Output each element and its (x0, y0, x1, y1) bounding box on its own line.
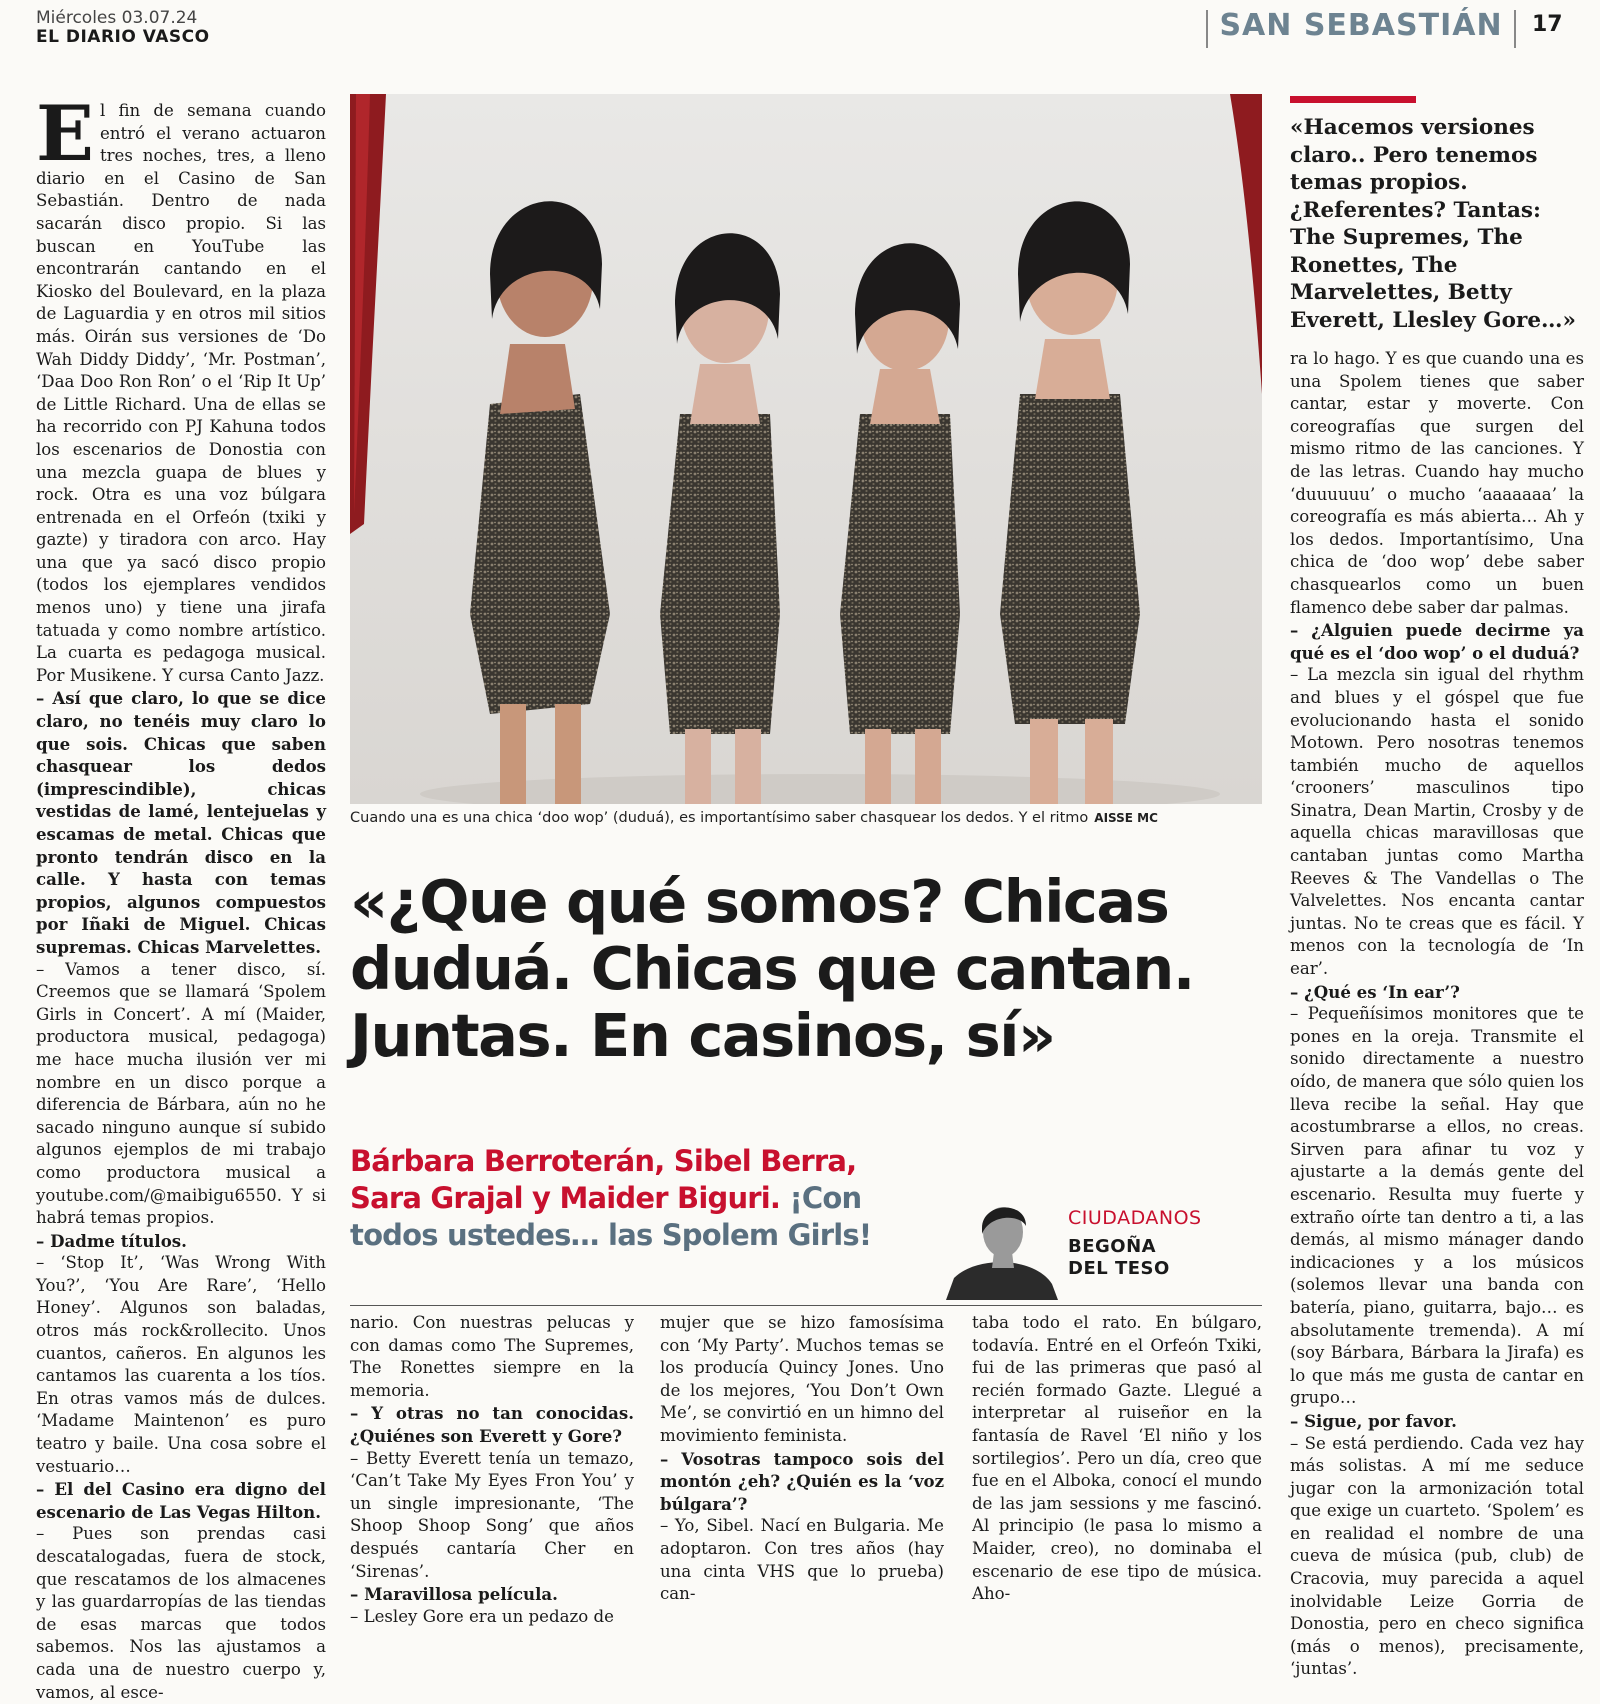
singer-2 (660, 233, 780, 804)
interview-answer: – Vamos a tener disco, sí. Creemos que se llamará ‘Spolem Girls in Concert’. A mí (Maider, productora musical, pedagoga) me hace mucha ilusión ver mi nombre en un disco porque a diferencia de Bárbara, aún no he sacado ninguno aunque sí subido algunos ejemplos de mi trabajo como productora musical a youtube.com/@maibigu6550. Y si habrá temas propios. (36, 959, 326, 1228)
newspaper-name: EL DIARIO VASCO (36, 27, 210, 47)
page-number: 17 (1532, 12, 1563, 37)
photo-illustration (350, 94, 1262, 804)
interview-question: – Maravillosa película. (350, 1584, 558, 1605)
issue-date: Miércoles 03.07.24 (36, 8, 198, 28)
section-divider (350, 1305, 1262, 1306)
interview-question: – Vosotras tampoco sois del montón ¿eh? ¿Quién es la ‘voz búlgara’? (660, 1448, 944, 1514)
subhead-tagline: ¡Con todos ustedes… las Spolem Girls! (350, 1181, 872, 1252)
photo-caption (350, 810, 1262, 826)
interview-question: – Dadme títulos. (36, 1230, 187, 1251)
singer-3 (840, 243, 960, 804)
interview-answer: taba todo el rato. En búlgaro, todavía. Entré en el Orfeón Txiki, fui de las primeras que pasó al recién formado Gazte. Llegué a interpretar al ruiseñor en la fantasía de Ravel ‘El niño y los sortilegios’. Pero un día, creo que fue en el Alboka, conocí el mundo de las jam sessions y me fascinó. Al principio (le pasa lo mismo a Maider, creo), no dominaba el escenario de ese tipo de música. Aho- (972, 1313, 1262, 1604)
interview-answer: nario. Con nuestras pelucas y con damas como The Supremes, The Ronettes siempre en la memoria. (350, 1313, 634, 1400)
subheadline (350, 1143, 890, 1254)
author-photo (946, 1188, 1058, 1300)
singer-4 (1000, 201, 1140, 804)
interview-question: – ¿Qué es ‘In ear’? (1290, 981, 1460, 1002)
section-title: SAN SEBASTIÁN (1219, 8, 1503, 43)
header-divider-right (1514, 10, 1516, 48)
header-divider (1206, 10, 1208, 48)
byline-section: CIUDADANOS (1068, 1207, 1202, 1229)
article-column-5 (1290, 348, 1584, 1681)
interview-question: – Sigue, por favor. (1290, 1410, 1457, 1431)
interview-answer: – Lesley Gore era un pedazo de (350, 1606, 614, 1626)
intro-paragraph: l fin de semana cuando entró el verano actuaron tres noches, tres, a lleno diario en el Casino de San Sebastián. Dentro de nada sacarán disco propio. Si las buscan en YouTube las encontrarán cantando en el Kiosko del Boulevard, en la plaza de Laguardia y en otros mil sitios más. Oirán sus versiones de ‘Do Wah Diddy Diddy’, ‘Mr. Postman’, ‘Daa Doo Ron Ron’ o el ‘Rip It Up’ de Little Richard. Una de ellas se ha recorrido con PJ Kahuna todos los escenarios de Donostia con una mezcla guapa de blues y rock. Otra es una voz búlgara entrenada en el Orfeón (txiki y gazte) y tiradora con arco. Hay una que ya sacó disco propio (todos los ejemplares vendidos menos uno) y tiene una jirafa tatuada y como nombre artístico. La cuarta es pedagoga musical. Por Musikene. Y cursa Canto Jazz. (36, 101, 326, 685)
interview-answer: – Betty Everett tenía un temazo, ‘Can’t Take My Eyes Fron You’ y un single impresionante, ‘The Shoop Shoop Song’ que años después cantaría Cher en ‘Sirenas’. (350, 1448, 634, 1581)
subhead-names: Bárbara Berroterán, Sibel Berra, Sara Grajal y Maider Biguri. (350, 1144, 857, 1215)
pullquote-accent (1290, 96, 1416, 103)
article-column-1 (36, 89, 326, 1704)
interview-answer: mujer que se hizo famosísima con ‘My Party’. Muchos temas se los producía Quincy Jones. Uno de los mejores, ‘You Don’t Own Me’, se convirtió en un himno del movimiento feminista. (660, 1313, 944, 1445)
article-column-3 (660, 1312, 944, 1606)
byline-author (1068, 1236, 1170, 1280)
pullquote: «Hacemos versiones claro.. Pero tenemos temas propios. ¿Referentes? Tantas: The Supremes, The Ronettes, The Marvelettes, Betty Everett, Llesley Gore…» (1290, 115, 1576, 333)
interview-question: – ¿Alguien puede decirme ya qué es el ‘doo wop’ o el duduá? (1290, 620, 1584, 663)
article-column-2 (350, 1312, 634, 1628)
photo-credit: AISSE MC (1094, 811, 1158, 825)
interview-answer: – Pues son prendas casi descatalogadas, fuera de stock, que rescatamos de los almacenes y las guardarropías de las tiendas de esas marcas que todos sabemos. Nos las ajustamos a cada una de nuestro cuerpo y, vamos, al esce- (36, 1524, 326, 1702)
interview-answer: – La mezcla sin igual del rhythm and blues y el góspel que fue evolucionando hasta el sonido Motown. Pero nosotras tenemos también mucho de aquellos ‘crooners’ masculinos tipo Sinatra, Dean Martin, Crosby y de aquella chicas maravillosas que cantaban juntas como Martha Reeves & The Vandellas o The Valvelettes. Nos encanta cantar juntas. No te creas que es fácil. Y menos con la tecnología de ‘In ear’. (1290, 665, 1584, 979)
interview-question: – Así que claro, lo que se dice claro, no tenéis muy claro lo que sois. Chicas que saben chasquear los dedos (imprescindible), chicas vestidas de lamé, lentejuelas y escamas de metal. Chicas que pronto tendrán disco en la calle. Y hasta con temas propios, algunos compuestos por Iñaki de Miguel. Chicas supremas. Chicas Marvelettes. (36, 688, 326, 957)
headline: «¿Que qué somos? Chicas duduá. Chicas que cantan. Juntas. En casinos, sí» (350, 867, 1194, 1070)
interview-answer: – Pequeñísimos monitores que te pones en la oreja. Transmite el sonido directamente a nuestro oído, de manera que sólo quien los lleva recibe la señal. Hay que acostumbrarse a ellos, no creas. Sirven para afinar tu voz y ajustarte a la demás gente del escenario. Resulta muy fuerte y extraño oírte tan dentro a ti, a las demás, al mismo mánager dando indicaciones y a los músicos (solemos llevar una banda con batería, piano, guitarra, bajo… es absolutamente tremenda). A mí (soy Bárbara, Bárbara la Jirafa) es lo que más me gusta de cantar en grupo… (1290, 1004, 1584, 1408)
interview-answer: – Yo, Sibel. Nací en Bulgaria. Me adoptaron. Con tres años (hay una cinta VHS que lo prueba) can- (660, 1516, 944, 1604)
interview-question: – El del Casino era digno del escenario de Las Vegas Hilton. (36, 1479, 326, 1522)
author-portrait (946, 1188, 1058, 1300)
drop-cap: E (36, 89, 94, 178)
author-last-name: DEL TESO (1068, 1258, 1170, 1279)
interview-answer: – ‘Stop It’, ‘Was Wrong With You?’, ‘You Are Rare’, ‘Hello Honey’. Algunos son baladas, otros más rock&rollecito. Unos cuantos, cañeros. En algunos les cantamos las cuarenta a los tíos. En otras vamos más de dulces. ‘Madame Maintenon’ es puro teatro y baile. Una cosa sobre el vestuario… (36, 1253, 326, 1476)
interview-question: – Y otras no tan conocidas. ¿Quiénes son Everett y Gore? (350, 1403, 634, 1446)
group-photo (350, 94, 1262, 804)
article-column-4 (972, 1312, 1262, 1606)
interview-answer: – Se está perdiendo. Cada vez hay más solistas. A mí me seduce jugar con la armonización total que exige un cuarteto. ‘Spolem’ es en realidad el nombre de una cueva de música (pub, club) de Cracovia, muy parecida a aquel inolvidable Leize Gorria de Donostia, pero en checo significa (más o menos), precisamente, ‘juntas’. (1290, 1433, 1584, 1679)
caption-text: Cuando una es una chica ‘doo wop’ (duduá), es importantísimo saber chasquear los dedos. Y el ritmo (350, 810, 1089, 826)
author-first-name: BEGOÑA (1068, 1236, 1157, 1257)
interview-answer: ra lo hago. Y es que cuando una es una Spolem tienes que saber cantar, estar y moverte. Con coreografías que surgen del mismo ritmo de las canciones. Y de las letras. Cuando hay mucho ‘duuuuuu’ o mucho ‘aaaaaaa’ la coreografía es más abierta… Ah y los dedos. Importantísimo, Una chica de ‘doo wop’ debe saber chasquearlos como un buen flamenco debe saber dar palmas. (1290, 349, 1584, 617)
